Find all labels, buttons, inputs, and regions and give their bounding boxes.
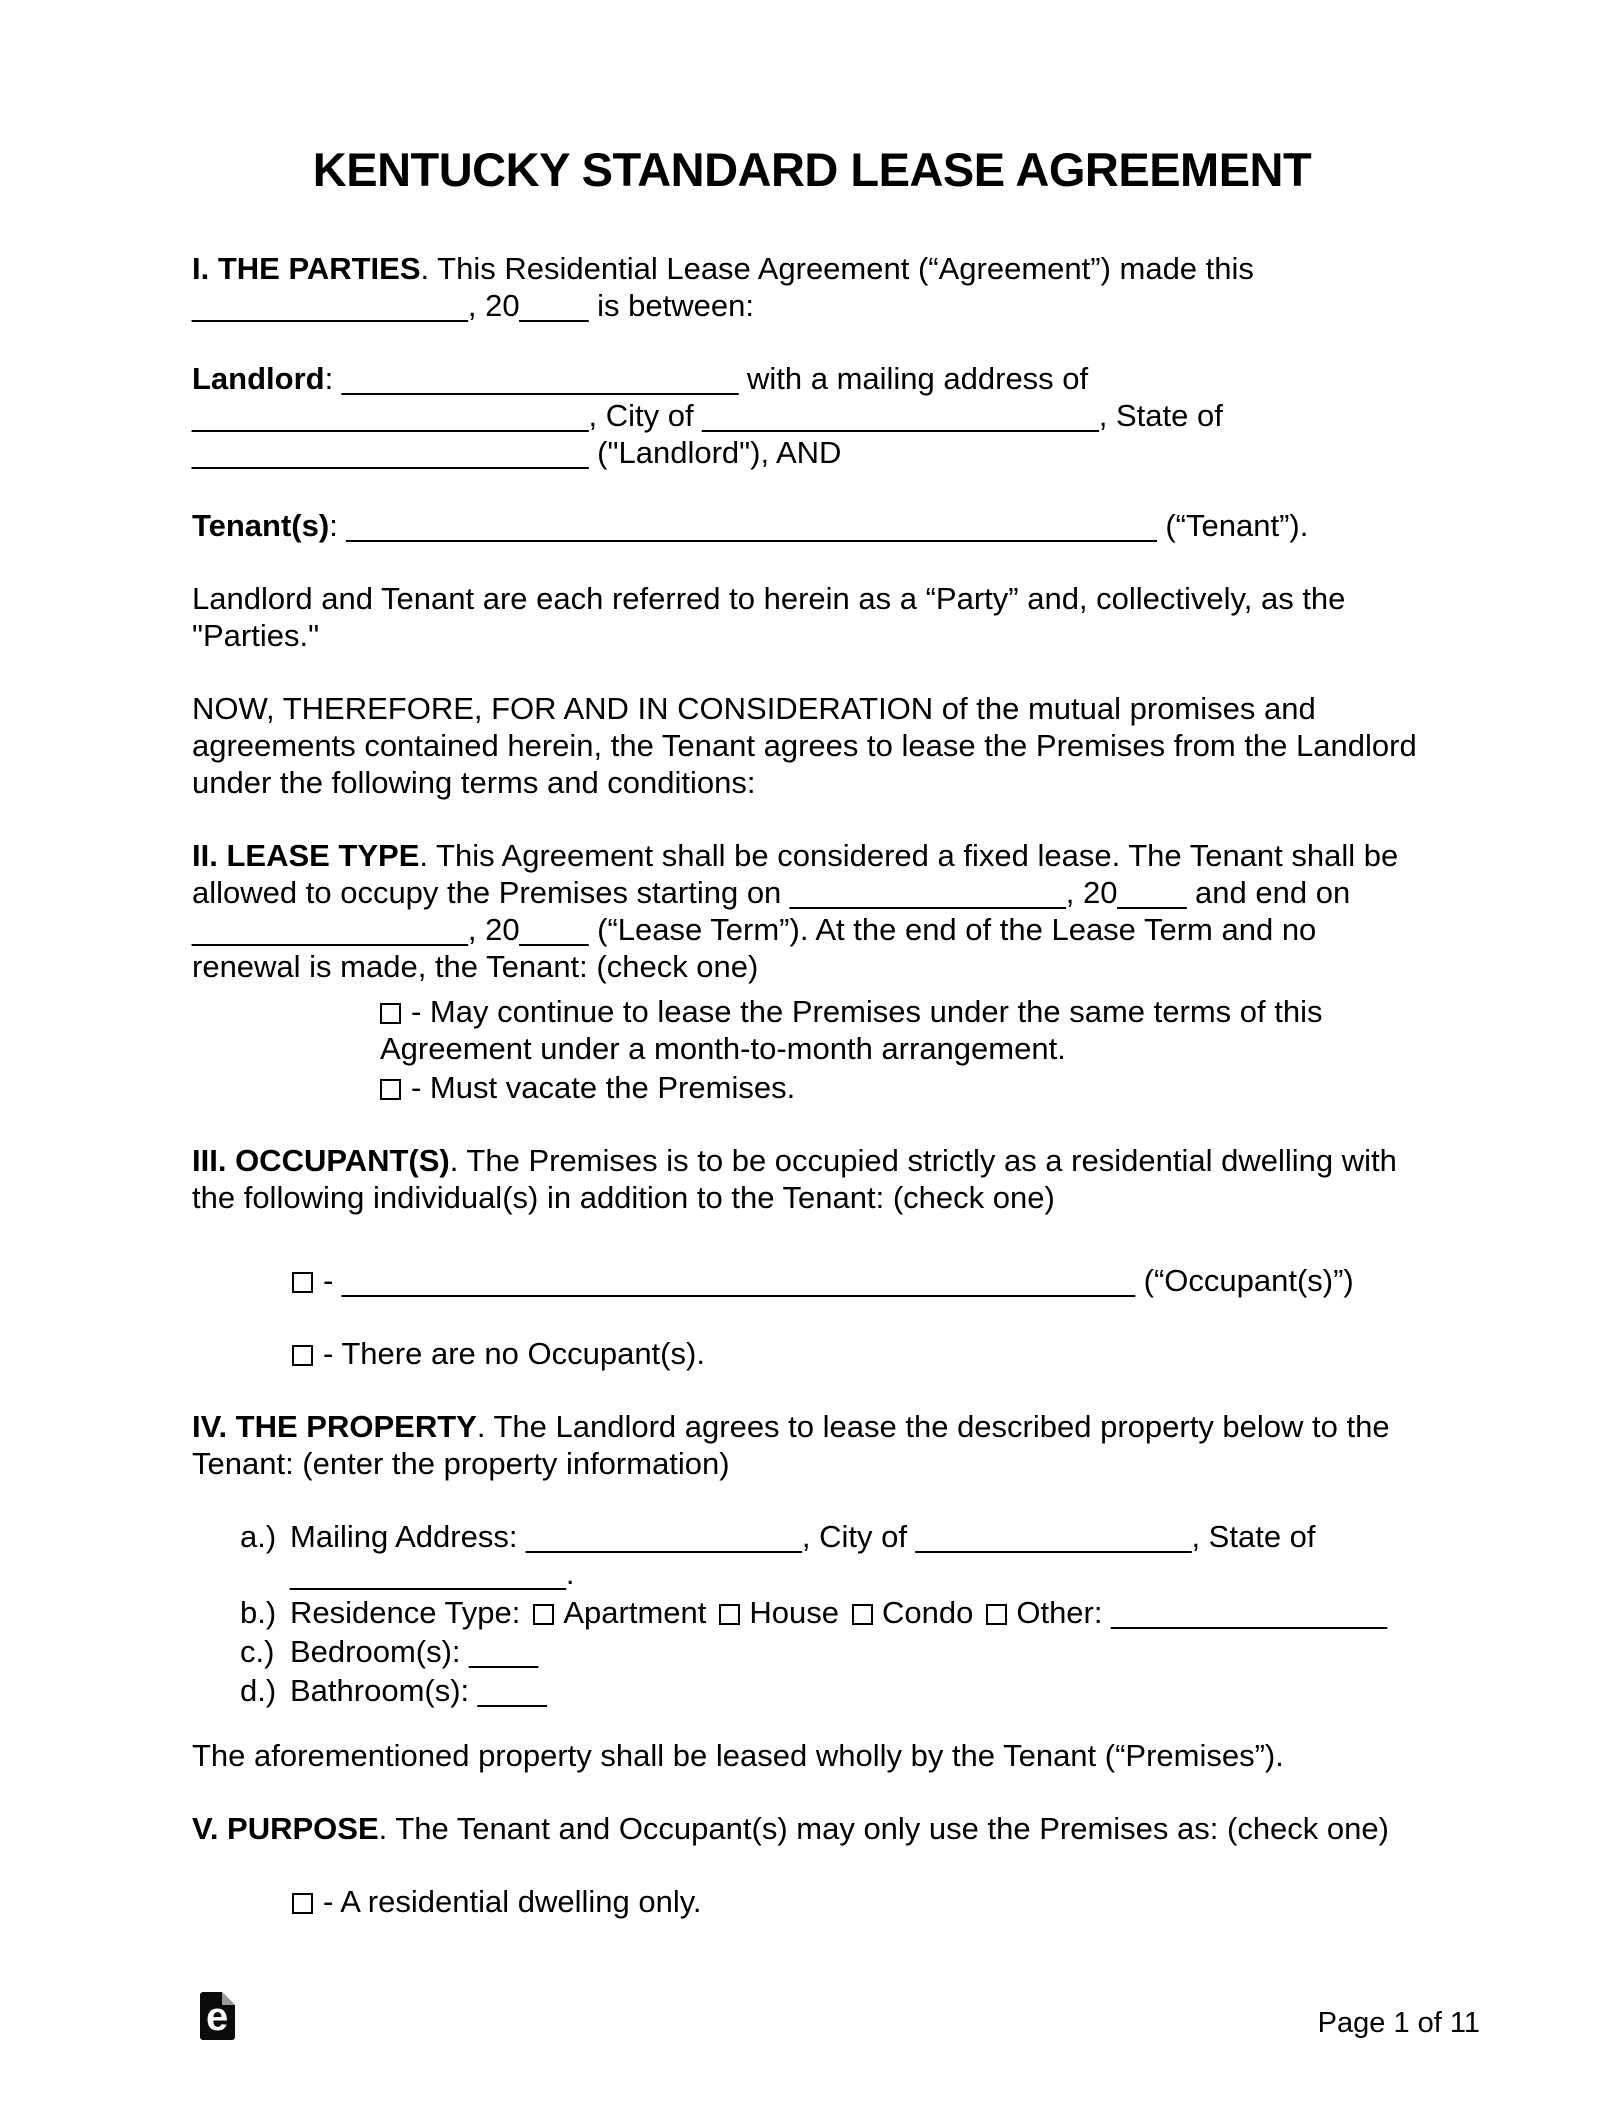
- checkbox-apartment-icon[interactable]: [533, 1604, 554, 1625]
- checkbox-condo-icon[interactable]: [852, 1604, 873, 1625]
- document-logo-icon: [200, 1992, 235, 2040]
- checkbox-house-icon[interactable]: [719, 1604, 740, 1625]
- section-ii-paragraph: [192, 837, 1432, 985]
- occupants-none-option: [292, 1335, 1432, 1372]
- section-iii-heading: III. OCCUPANT(S): [192, 1143, 450, 1178]
- residence-option-house: House: [749, 1595, 839, 1630]
- residence-option-apartment: Apartment: [563, 1595, 707, 1630]
- property-item-mailing-address: [192, 1518, 1432, 1592]
- section-v-heading: V. PURPOSE: [192, 1811, 379, 1846]
- tenant-body: : _______________________________________________ (“Tenant”).: [329, 508, 1309, 543]
- property-item-residence-type: [192, 1594, 1432, 1631]
- residence-option-condo: Condo: [881, 1595, 974, 1630]
- purpose-residential-label: - A residential dwelling only.: [323, 1884, 702, 1919]
- landlord-body: : _______________________ with a mailing address of _______________________, City of _______________________, State of _______________________ ("Landlord"), AND: [192, 361, 1223, 470]
- section-iv-paragraph: [192, 1408, 1432, 1482]
- section-i-heading: I. THE PARTIES: [192, 251, 421, 286]
- checkbox-vacate-icon[interactable]: [380, 1079, 401, 1100]
- section-v-body: . The Tenant and Occupant(s) may only use the Premises as: (check one): [378, 1811, 1389, 1846]
- residence-type-label: Residence Type:: [290, 1595, 521, 1630]
- occupants-none-label: - There are no Occupant(s).: [323, 1336, 705, 1371]
- eforms-logo: [200, 1992, 235, 2048]
- section-iv-body: . The Landlord agrees to lease the described property below to the Tenant: (enter the property information): [192, 1409, 1390, 1481]
- logo-letter: e: [206, 1995, 229, 2039]
- parties-note: Landlord and Tenant are each referred to herein as a “Party” and, collectively, as the "Parties.": [192, 581, 1346, 653]
- item-c-marker: c.): [240, 1634, 275, 1669]
- item-d-marker: d.): [240, 1673, 277, 1708]
- consideration-paragraph: NOW, THEREFORE, FOR AND IN CONSIDERATION of the mutual promises and agreements contained herein, the Tenant agrees to lease the Premises from the Landlord under the following terms and conditions:: [192, 691, 1417, 800]
- premises-note: The aforementioned property shall be leased wholly by the Tenant (“Premises”).: [192, 1738, 1284, 1773]
- landlord-paragraph: [192, 360, 1432, 471]
- landlord-label: Landlord: [192, 361, 325, 396]
- section-v-paragraph: [192, 1810, 1432, 1847]
- tenant-label: Tenant(s): [192, 508, 330, 543]
- tenant-paragraph: [192, 507, 1432, 544]
- section-iii-body: . The Premises is to be occupied strictly as a residential dwelling with the following individual(s) in addition to the Tenant: (check one): [192, 1143, 1397, 1215]
- option-continue-label: - May continue to lease the Premises under the same terms of this Agreement under a month-to-month arrangement.: [380, 994, 1323, 1066]
- option-must-vacate: [380, 1069, 1432, 1106]
- page-indicator: Page 1 of 11: [1317, 2007, 1480, 2039]
- purpose-residential-option: [292, 1883, 1432, 1920]
- section-i-body: . This Residential Lease Agreement (“Agreement”) made this ________________, 20____ is between:: [192, 251, 1254, 323]
- checkbox-continue-icon[interactable]: [380, 1003, 401, 1024]
- document-title: KENTUCKY STANDARD LEASE AGREEMENT: [312, 143, 1312, 196]
- item-d-text: Bathroom(s): ____: [290, 1673, 547, 1708]
- section-i-paragraph: [192, 250, 1432, 324]
- occupants-named-label: - ______________________________________________ (“Occupant(s)”): [323, 1263, 1354, 1298]
- residence-option-other: Other: ________________: [1016, 1595, 1387, 1630]
- lease-end-options: [380, 993, 1432, 1106]
- item-a-marker: a.): [240, 1519, 277, 1554]
- option-continue-month-to-month: [380, 993, 1432, 1067]
- section-ii-heading: II. LEASE TYPE: [192, 838, 420, 873]
- section-iv-heading: IV. THE PROPERTY: [192, 1409, 477, 1444]
- checkbox-other-icon[interactable]: [986, 1604, 1007, 1625]
- item-b-marker: b.): [240, 1595, 277, 1630]
- checkbox-occupants-icon[interactable]: [292, 1272, 313, 1293]
- property-item-bathrooms: [192, 1672, 1432, 1709]
- section-ii-body: . This Agreement shall be considered a fixed lease. The Tenant shall be allowed to occupy the Premises starting on ________________, 20____ and end on ________________, 20____ (“Lease Term”). At the end of the Lease Term and no renewal is made, the Tenant: (check one): [192, 838, 1399, 984]
- section-iii-paragraph: [192, 1142, 1432, 1216]
- checkbox-residential-icon[interactable]: [292, 1893, 313, 1914]
- property-info-list: [192, 1518, 1432, 1709]
- option-vacate-label: - Must vacate the Premises.: [411, 1070, 796, 1105]
- checkbox-no-occupants-icon[interactable]: [292, 1345, 313, 1366]
- item-c-text: Bedroom(s): ____: [290, 1634, 539, 1669]
- item-a-text: Mailing Address: ________________, City of ________________, State of ________________.: [290, 1519, 1316, 1591]
- occupants-named-option: [292, 1262, 1432, 1299]
- property-item-bedrooms: [192, 1633, 1432, 1670]
